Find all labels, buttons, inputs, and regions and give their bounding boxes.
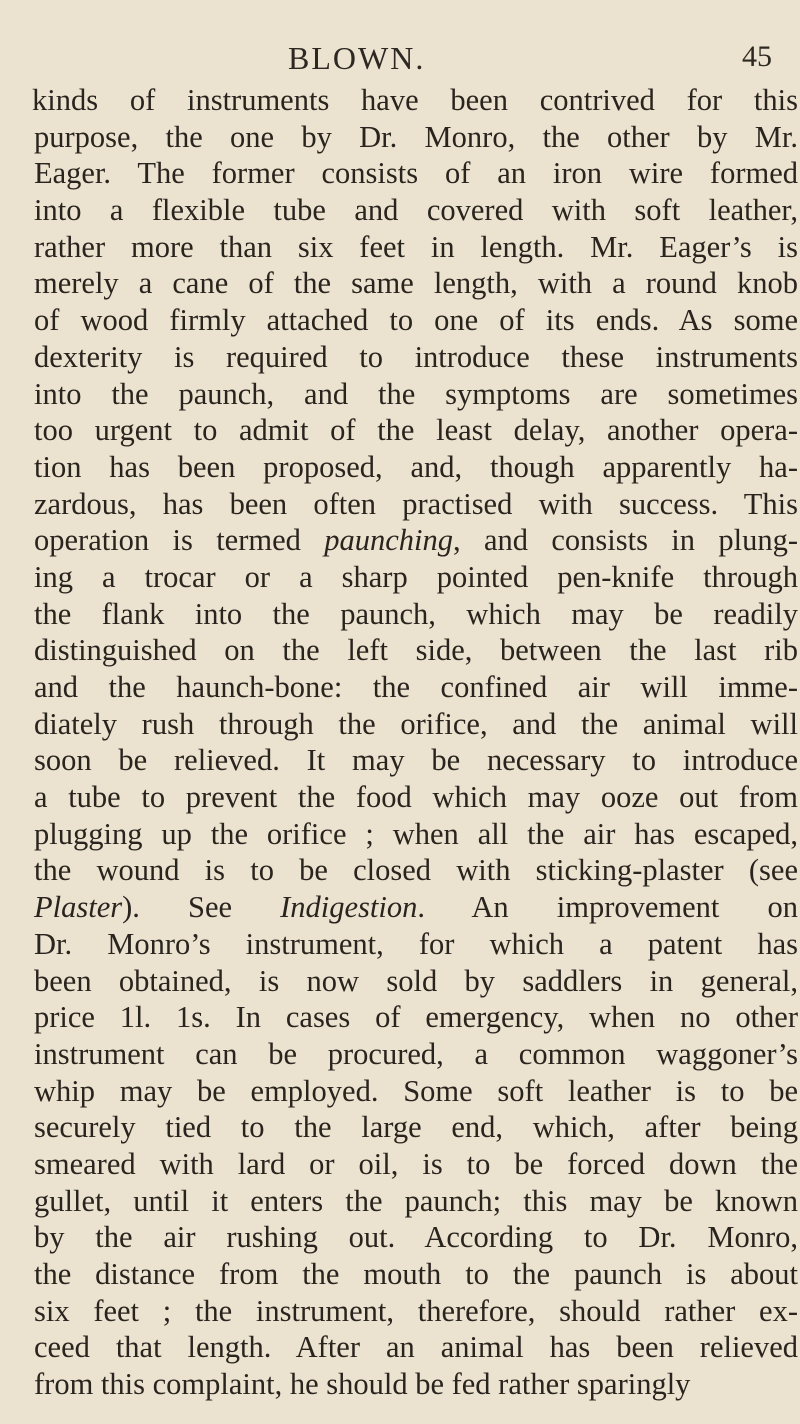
body-text	[34, 82, 798, 1403]
text-line: too urgent to admit of the least delay, another opera-	[34, 413, 798, 448]
text-line: operation is termed paunching, and consists in plung-	[34, 523, 798, 558]
text-line: merely a cane of the same length, with a round knob	[34, 266, 798, 301]
page-number: 45	[742, 40, 772, 73]
text-line: six feet ; the instrument, therefore, should rather ex-	[34, 1293, 798, 1328]
text-line: rather more than six feet in length. Mr. Eager’s is	[34, 229, 798, 264]
text-line: Dr. Monro’s instrument, for which a patent has	[34, 926, 798, 961]
text-line: Eager. The former consists of an iron wire formed	[34, 156, 798, 191]
text-line: gullet, until it enters the paunch; this may be known	[34, 1183, 798, 1218]
text-line: the flank into the paunch, which may be readily	[34, 596, 798, 631]
text-line: by the air rushing out. According to Dr. Monro,	[34, 1220, 798, 1255]
text-line: a tube to prevent the food which may ooze out from	[34, 780, 798, 815]
text-line: the distance from the mouth to the paunch is about	[34, 1257, 798, 1291]
text-line: instrument can be procured, a common waggoner’s	[34, 1036, 798, 1071]
text-line: kinds of instruments have been contrived for this	[32, 83, 798, 117]
text-line: whip may be employed. Some soft leather is to be	[34, 1073, 798, 1108]
text-line: into a flexible tube and covered with soft leather,	[34, 193, 798, 228]
text-line: been obtained, is now sold by saddlers in general,	[34, 963, 798, 998]
text-line: securely tied to the large end, which, after being	[34, 1110, 798, 1145]
text-line: dexterity is required to introduce these instruments	[34, 339, 798, 374]
text-line: and the haunch-bone: the confined air will imme-	[34, 670, 798, 704]
text-line: of wood firmly attached to one of its ends. As some	[34, 303, 798, 338]
text-line: Plaster). See Indigestion. An improvement on	[34, 890, 798, 925]
text-line: the wound is to be closed with sticking-plaster (see	[34, 853, 798, 888]
text-line: soon be relieved. It may be necessary to introduce	[34, 743, 798, 778]
text-line: diately rush through the orifice, and the animal will	[34, 706, 798, 741]
text-line: purpose, the one by Dr. Monro, the other by Mr.	[34, 119, 798, 154]
text-line: ing a trocar or a sharp pointed pen-knife through	[34, 559, 798, 594]
text-line: distinguished on the left side, between the last rib	[34, 633, 798, 668]
text-line: plugging up the orifice ; when all the air has escaped,	[34, 816, 798, 851]
text-line: into the paunch, and the symptoms are sometimes	[34, 376, 798, 411]
text-line: price 1l. 1s. In cases of emergency, when no other	[34, 1000, 798, 1035]
text-line: from this complaint, he should be fed rather sparingly	[34, 1367, 691, 1402]
running-title: BLOWN.	[288, 40, 426, 76]
page-header	[0, 40, 800, 80]
text-line: smeared with lard or oil, is to be forced down the	[34, 1146, 798, 1181]
text-line: ceed that length. After an animal has been relieved	[34, 1330, 798, 1365]
text-line: zardous, has been often practised with success. This	[34, 486, 798, 521]
text-line: tion has been proposed, and, though apparently ha-	[34, 449, 798, 484]
